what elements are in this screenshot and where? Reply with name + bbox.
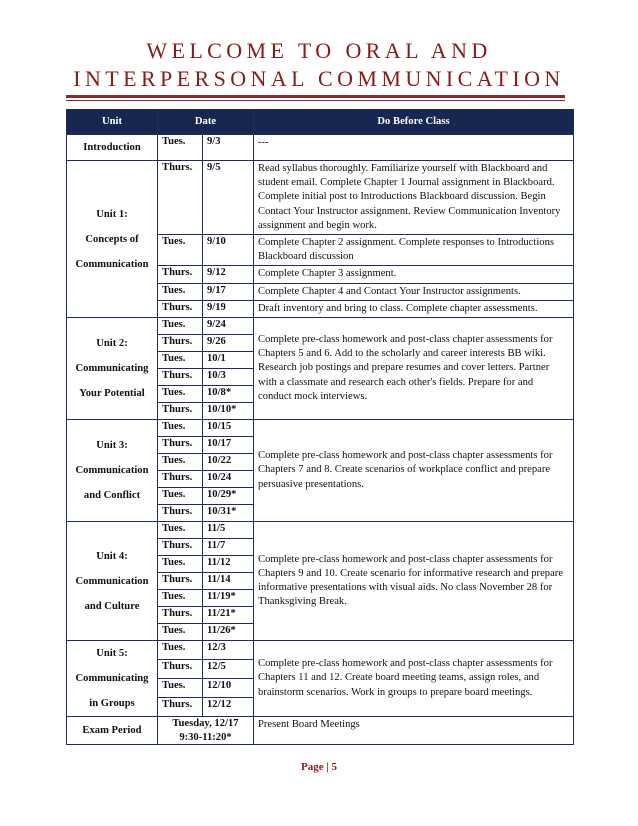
- unit-cell-unit-5: Unit 5: Communicating in Groups: [67, 641, 158, 717]
- day-cell: Tues.: [158, 679, 203, 698]
- date-cell: 10/10*: [203, 403, 254, 420]
- day-cell: Tues.: [158, 135, 203, 161]
- header-date: Date: [158, 110, 254, 135]
- date-cell: 11/21*: [203, 607, 254, 624]
- page-title: [0, 37, 638, 93]
- day-cell: Tues.: [158, 352, 203, 369]
- page-number: Page | 5: [300, 761, 338, 773]
- date-cell: 9/12: [203, 266, 254, 283]
- day-cell: Tues.: [158, 318, 203, 335]
- exam-date-cell: [158, 717, 254, 745]
- desc-cell: Draft inventory and bring to class. Complete chapter assessments.: [254, 300, 574, 317]
- day-cell: Thurs.: [158, 573, 203, 590]
- schedule-table: [66, 109, 574, 745]
- exam-date-line-1: Tuesday, 12/17: [172, 718, 239, 730]
- date-cell: 9/24: [203, 318, 254, 335]
- desc-cell: Present Board Meetings: [254, 717, 574, 745]
- table-row: [67, 161, 574, 235]
- day-cell: Tues.: [158, 454, 203, 471]
- day-cell: Tues.: [158, 283, 203, 300]
- date-cell: 12/12: [203, 698, 254, 717]
- date-cell: 9/17: [203, 283, 254, 300]
- unit-cell-introduction: Introduction: [67, 135, 158, 161]
- date-cell: 11/19*: [203, 590, 254, 607]
- header-unit: Unit: [67, 110, 158, 135]
- title-rule-thin: [66, 100, 565, 101]
- desc-cell: Read syllabus thoroughly. Familiarize yourself with Blackboard and student email. Complete Chapter 1 Journal assignment in Blackboard. Complete initial post to Introductions Blackboard discussion. Begin Contact Your Instructor assignment. Review Communication Inventory assignment and begin work.: [254, 161, 574, 235]
- desc-cell: Complete Chapter 3 assignment.: [254, 266, 574, 283]
- day-cell: Thurs.: [158, 161, 203, 235]
- table-header-row: [67, 110, 574, 135]
- desc-cell: Complete pre-class homework and post-class chapter assessments for Chapters 7 and 8. Create scenarios of workplace conflict and prepare persuasive presentations.: [254, 420, 574, 522]
- date-cell: 12/10: [203, 679, 254, 698]
- header-do-before-class: Do Before Class: [254, 110, 574, 135]
- date-cell: 10/31*: [203, 505, 254, 522]
- date-cell: 10/3: [203, 369, 254, 386]
- desc-cell: ---: [254, 135, 574, 161]
- day-cell: Tues.: [158, 522, 203, 539]
- day-cell: Tues.: [158, 556, 203, 573]
- table-row: [67, 420, 574, 437]
- date-cell: 12/5: [203, 660, 254, 679]
- title-line-2: INTERPERSONAL COMMUNICATION: [73, 66, 565, 91]
- date-cell: 10/8*: [203, 386, 254, 403]
- unit-cell-unit-2: Unit 2: Communicating Your Potential: [67, 318, 158, 420]
- desc-cell: Complete Chapter 2 assignment. Complete responses to Introductions Blackboard discussion: [254, 235, 574, 266]
- day-cell: Thurs.: [158, 403, 203, 420]
- date-cell: 9/3: [203, 135, 254, 161]
- day-cell: Tues.: [158, 235, 203, 266]
- exam-date-line-2: 9:30-11:20*: [179, 731, 232, 743]
- desc-cell: Complete pre-class homework and post-class chapter assessments for Chapters 9 and 10. Create scenario for informative research and prepare informative presentations with visual aids. No class November 28 for Thanksgiving Break.: [254, 522, 574, 641]
- date-cell: 9/5: [203, 161, 254, 235]
- table-row: [67, 135, 574, 161]
- date-cell: 9/10: [203, 235, 254, 266]
- date-cell: 9/19: [203, 300, 254, 317]
- day-cell: Thurs.: [158, 335, 203, 352]
- day-cell: Thurs.: [158, 539, 203, 556]
- desc-cell: Complete pre-class homework and post-class chapter assessments for Chapters 11 and 12. Create board meeting teams, assign roles, and brainstorm scenarios. Work in groups to prepare board meetings.: [254, 641, 574, 717]
- title-rule-thick: [66, 95, 565, 98]
- day-cell: Tues.: [158, 488, 203, 505]
- day-cell: Thurs.: [158, 266, 203, 283]
- day-cell: Tues.: [158, 420, 203, 437]
- day-cell: Thurs.: [158, 437, 203, 454]
- unit-cell-unit-4: Unit 4: Communication and Culture: [67, 522, 158, 641]
- table-row: [67, 641, 574, 660]
- unit-cell-exam-period: Exam Period: [67, 717, 158, 745]
- desc-cell: Complete Chapter 4 and Contact Your Instructor assignments.: [254, 283, 574, 300]
- desc-cell: Complete pre-class homework and post-class chapter assessments for Chapters 5 and 6. Add to the scholarly and career interests BB wiki. Research job postings and prepare resumes and cover letters. Partner with a classmate and research each other's fields. Prepare for and conduct mock interviews.: [254, 318, 574, 420]
- date-cell: 10/29*: [203, 488, 254, 505]
- date-cell: 11/14: [203, 573, 254, 590]
- date-cell: 10/15: [203, 420, 254, 437]
- unit-cell-unit-1: Unit 1: Concepts of Communication: [67, 161, 158, 318]
- table-row: [67, 522, 574, 539]
- date-cell: 12/3: [203, 641, 254, 660]
- date-cell: 11/26*: [203, 624, 254, 641]
- date-cell: 11/7: [203, 539, 254, 556]
- day-cell: Thurs.: [158, 505, 203, 522]
- date-cell: 11/5: [203, 522, 254, 539]
- date-cell: 10/17: [203, 437, 254, 454]
- date-cell: 9/26: [203, 335, 254, 352]
- table-row: [67, 717, 574, 745]
- day-cell: Thurs.: [158, 369, 203, 386]
- title-line-1: WELCOME TO ORAL AND: [146, 38, 492, 63]
- date-cell: 11/12: [203, 556, 254, 573]
- day-cell: Thurs.: [158, 471, 203, 488]
- day-cell: Tues.: [158, 641, 203, 660]
- day-cell: Thurs.: [158, 660, 203, 679]
- table-row: [67, 318, 574, 335]
- unit-cell-unit-3: Unit 3: Communication and Conflict: [67, 420, 158, 522]
- date-cell: 10/22: [203, 454, 254, 471]
- day-cell: Thurs.: [158, 300, 203, 317]
- date-cell: 10/24: [203, 471, 254, 488]
- day-cell: Tues.: [158, 386, 203, 403]
- day-cell: Thurs.: [158, 698, 203, 717]
- day-cell: Tues.: [158, 624, 203, 641]
- date-cell: 10/1: [203, 352, 254, 369]
- day-cell: Thurs.: [158, 607, 203, 624]
- day-cell: Tues.: [158, 590, 203, 607]
